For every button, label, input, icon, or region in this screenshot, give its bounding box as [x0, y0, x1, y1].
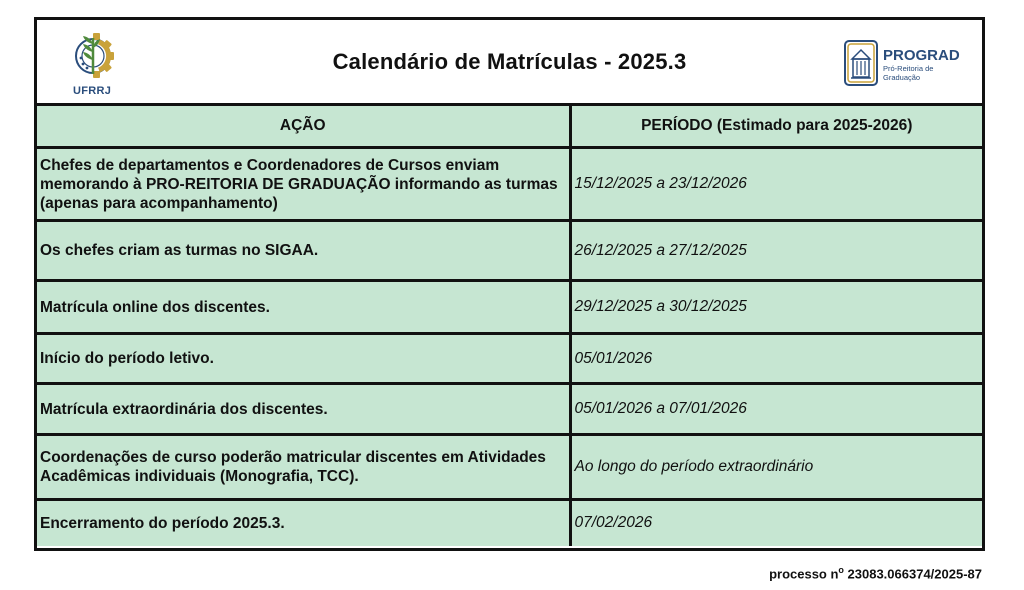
table-row — [37, 221, 982, 281]
header — [37, 20, 982, 106]
prograd-logo-name: PROGRAD — [883, 47, 960, 64]
prograd-logo-subtitle — [883, 65, 933, 82]
prograd-logo — [843, 39, 973, 89]
table-row — [37, 384, 982, 435]
page-title: Calendário de Matrículas - 2025.3 — [332, 49, 687, 74]
table-row — [37, 435, 982, 500]
table-row — [37, 281, 982, 334]
acao-cell: Matrícula online dos discentes. — [37, 281, 570, 334]
processo-number — [769, 565, 982, 581]
table-row — [37, 148, 982, 221]
prograd-subtitle-line-2: Graduação — [883, 72, 921, 82]
processo-label: processo n — [769, 566, 839, 582]
prograd-subtitle-line-1: Pró-Reitoria de — [883, 64, 934, 73]
ufrrj-logo-text: UFRRJ — [73, 85, 112, 97]
periodo-cell: 15/12/2025 a 23/12/2026 — [570, 148, 982, 221]
calendar-table — [37, 103, 982, 546]
periodo-cell: 05/01/2026 — [570, 334, 982, 384]
periodo-cell: 05/01/2026 a 07/01/2026 — [570, 384, 982, 435]
table-header-row — [37, 105, 982, 148]
acao-cell: Chefes de departamentos e Coordenadores de Cursos enviam memorando à PRO-REITORIA DE GRADUAÇÃO informando as turmas (apenas para acompanhamento) — [37, 148, 570, 221]
periodo-cell: 29/12/2025 a 30/12/2025 — [570, 281, 982, 334]
acao-cell: Matrícula extraordinária dos discentes. — [37, 384, 570, 435]
periodo-cell: 07/02/2026 — [570, 500, 982, 546]
periodo-cell: Ao longo do período extraordinário — [570, 435, 982, 500]
processo-value: 23083.066374/2025-87 — [843, 566, 982, 582]
column-header-periodo: PERÍODO (Estimado para 2025-2026) — [570, 105, 982, 148]
acao-cell: Encerramento do período 2025.3. — [37, 500, 570, 546]
periodo-cell: 26/12/2025 a 27/12/2025 — [570, 221, 982, 281]
acao-cell: Início do período letivo. — [37, 334, 570, 384]
acao-cell: Coordenações de curso poderão matricular discentes em Atividades Acadêmicas individuais (Monografia, TCC). — [37, 435, 570, 500]
prograd-building-icon — [843, 39, 879, 87]
processo-ordinal: o — [838, 565, 844, 575]
calendar-frame — [34, 17, 985, 551]
column-header-acao: AÇÃO — [37, 105, 570, 148]
table-row — [37, 500, 982, 546]
table-row — [37, 334, 982, 384]
acao-cell: Os chefes criam as turmas no SIGAA. — [37, 221, 570, 281]
